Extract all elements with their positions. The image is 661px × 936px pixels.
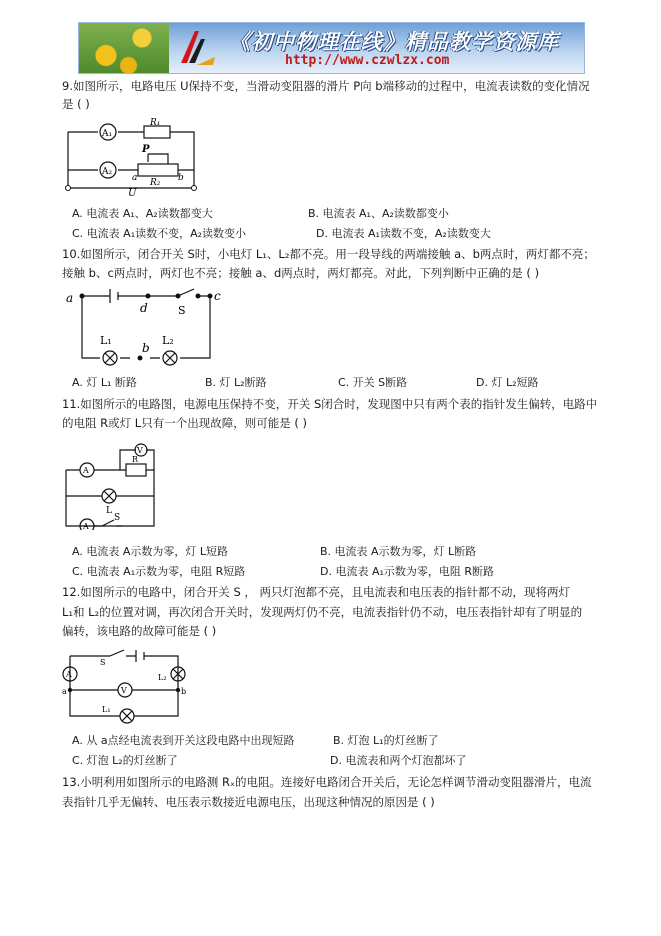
q11-label-a2: A (83, 522, 89, 530)
q12-stem-line1: 12.如图所示的电路中，闭合开关 S ， 两只灯泡都不亮，且电流表和电压表的指针都不动，现将两灯 (62, 585, 571, 599)
q11-option-c[interactable]: C. 电流表 A₁示数为零，电阻 R短路 (72, 565, 246, 578)
q11-label-a1: A (83, 466, 89, 475)
q10-label-b: b (142, 341, 150, 355)
q9-label-a1: A₁ (102, 129, 113, 139)
q10-label-a: a (66, 291, 74, 305)
q9-option-c[interactable]: C. 电流表 A₁读数不变，A₂读数变小 (72, 227, 247, 240)
q10-label-s: S (178, 304, 186, 317)
q10-option-a[interactable]: A. 灯 L₁ 断路 (72, 376, 137, 389)
q11-label-r: R (132, 455, 139, 464)
q9-label-r2: R₂ (150, 178, 161, 188)
sunflower-image (79, 23, 169, 73)
q9-label-r1: R₁ (150, 118, 161, 128)
q11-stem-line1: 11.如图所示的电路图，电源电压保持不变，开关 S闭合时，发现图中只有两个表的指针发生偏转，电路中 (62, 397, 598, 411)
q9-option-b[interactable]: B. 电流表 A₁、A₂读数都变小 (308, 207, 449, 220)
q10-option-b[interactable]: B. 灯 L₂断路 (205, 376, 267, 389)
q13-stem-line2: 表指针几乎无偏转、电压表示数接近电源电压，出现这种情况的原因是 ( ) (62, 795, 435, 809)
q12-label-a: A (66, 670, 72, 679)
site-logo-icon (175, 27, 219, 69)
q12-option-a[interactable]: A. 从 a点经电流表到开关这段电路中出现短路 (72, 734, 295, 747)
q10-label-c: c (214, 289, 221, 303)
q11-option-b[interactable]: B. 电流表 A示数为零，灯 L断路 (320, 545, 477, 558)
q13-stem-line1: 13.小明利用如图所示的电路测 Rₓ的电阻。连接好电路闭合开关后，无论怎样调节滑动变阻器滑片，电流 (62, 775, 592, 789)
q10-label-l2: L₂ (162, 334, 174, 347)
q12-option-c[interactable]: C. 灯泡 L₂的灯丝断了 (72, 754, 178, 767)
q10-option-c[interactable]: C. 开关 S断路 (338, 376, 408, 389)
q12-label-s: S (100, 658, 106, 667)
q11-label-v: V (137, 446, 143, 455)
q10-label-d: d (140, 301, 148, 315)
q9-circuit-diagram (60, 118, 210, 198)
q10-option-d[interactable]: D. 灯 L₂短路 (476, 376, 539, 389)
q9-label-a: a (132, 173, 138, 183)
q9-option-d[interactable]: D. 电流表 A₁读数不变，A₂读数变大 (316, 227, 491, 240)
q10-circuit-diagram (60, 286, 230, 366)
q9-stem-line1: 9.如图所示，电路电压 U保持不变，当滑动变阻器的滑片 P向 b端移动的过程中，电流表读数的变化情况 (62, 79, 590, 93)
q10-label-l1: L₁ (100, 334, 112, 347)
q12-stem-line2: L₁和 L₂的位置对调，再次闭合开关时，发现两灯仍不亮，电流表指针仍不动，电压表指针却有了明显的 (62, 605, 583, 619)
q12-option-b[interactable]: B. 灯泡 L₁的灯丝断了 (333, 734, 439, 747)
q9-label-a2: A₂ (102, 167, 113, 177)
q10-stem-line2: 接触 b、c两点时，两灯也不亮；接触 a、d两点时，两灯都亮。对此，下列判断中正确的是 ( ) (62, 266, 540, 280)
q12-label-b-point: b (181, 687, 187, 696)
q11-label-s: S (114, 513, 121, 523)
q9-label-b: b (178, 173, 184, 183)
q11-stem-line2: 的电阻 R或灯 L只有一个出现故障，则可能是 ( ) (62, 416, 307, 430)
q11-label-l: L (106, 506, 112, 516)
q11-option-d[interactable]: D. 电流表 A₁示数为零，电阻 R断路 (320, 565, 495, 578)
q12-label-a-point: a (62, 687, 67, 696)
q12-option-d[interactable]: D. 电流表和两个灯泡都坏了 (330, 754, 467, 767)
q9-stem-line2: 是 ( ) (62, 97, 90, 111)
q12-label-l1: L₁ (102, 705, 111, 714)
q11-circuit-diagram (62, 440, 162, 530)
banner-title: 《初中物理在线》精品教学资源库 (229, 29, 559, 54)
q10-stem-line1: 10.如图所示，闭合开关 S时，小电灯 L₁、L₂都不亮。用一段导线的两端接触 a、b两点时，两灯都不亮； (62, 247, 595, 261)
q12-label-v: V (121, 686, 127, 695)
q12-label-l2: L₂ (158, 673, 167, 682)
header-banner (78, 22, 585, 74)
q11-option-a[interactable]: A. 电流表 A示数为零，灯 L短路 (72, 545, 228, 558)
q9-label-u: U (128, 188, 137, 198)
q12-circuit-diagram (62, 648, 188, 724)
q12-stem-line3: 偏转，该电路的故障可能是 ( ) (62, 624, 217, 638)
q9-label-p: P (142, 144, 150, 155)
q9-option-a[interactable]: A. 电流表 A₁、A₂读数都变大 (72, 207, 213, 220)
banner-url: http://www.czwlzx.com (285, 53, 450, 68)
